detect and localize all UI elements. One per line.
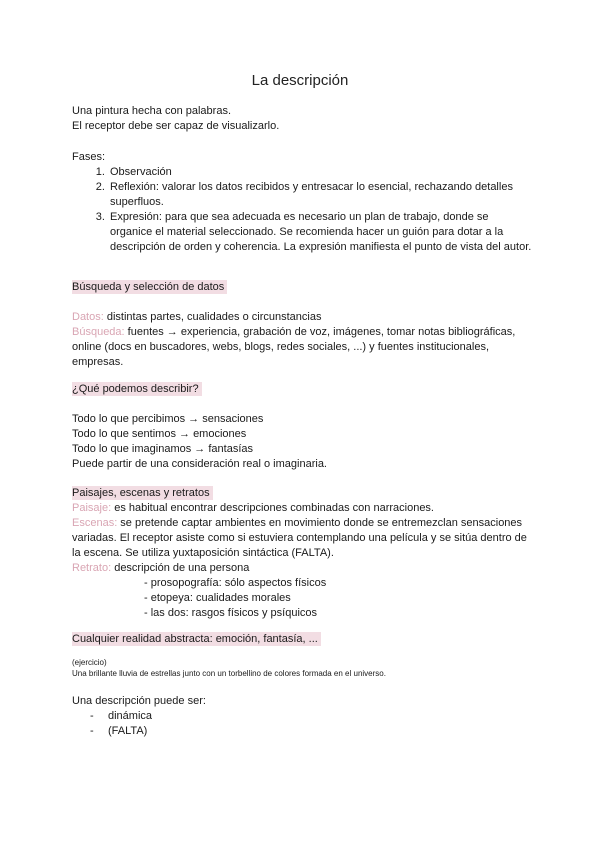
fase-item: 2. Reflexión: valorar los datos recibidos y entresacar lo esencial, rechazando detalles superfluos. <box>108 180 532 210</box>
que-line: Todo lo que imaginamos → fantasías <box>72 443 253 455</box>
retrato-label: Retrato: <box>72 562 112 574</box>
fases-list <box>72 165 532 255</box>
que-line: Puede partir de una consideración real o imaginaria. <box>72 458 327 470</box>
fase-item: 3. Expresión: para que sea adecuada es necesario un plan de trabajo, donde se organice el material seleccionado. Se recomienda hacer un guión para dotar a la descripción de orden y coherencia. La expresión manifiesta el punto de vista del autor. <box>108 210 532 255</box>
page-title: La descripción <box>251 72 349 89</box>
section-heading: Búsqueda y selección de datos <box>72 280 227 294</box>
que-section <box>72 382 532 472</box>
datos-label: Datos: <box>72 311 104 323</box>
section-heading: Cualquier realidad abstracta: emoción, fantasía, ... <box>72 632 321 646</box>
fases-label: Fases: <box>72 151 106 163</box>
abstracta-section <box>72 632 532 679</box>
list-item: - (FALTA) <box>72 724 532 739</box>
intro <box>72 104 532 134</box>
busqueda-section <box>72 280 532 370</box>
paisajes-section <box>72 486 532 621</box>
fase-item: 1. Observación <box>108 165 532 180</box>
ejemplo-label: (ejercicio) <box>72 658 107 667</box>
intro-line: El receptor debe ser capaz de visualizarlo. <box>72 120 280 132</box>
ejemplo-text: Una brillante lluvia de estrellas junto con un torbellino de colores formada en el universo. <box>72 669 386 678</box>
puede-ser-label: Una descripción puede ser: <box>72 695 206 707</box>
escenas-text: se pretende captar ambientes en movimiento donde se entremezclan sensaciones variadas. El receptor asiste como si estuviera contemplando una película y se sitúa dentro de la escena. Se utiliza yuxtaposición sintáctica (FALTA). <box>72 517 527 559</box>
intro-line: Una pintura hecha con palabras. <box>72 105 231 117</box>
que-line: Todo lo que sentimos → emociones <box>72 428 247 440</box>
puede-ser-list <box>72 709 532 739</box>
retrato-item: - las dos: rasgos físicos y psíquicos <box>144 607 318 619</box>
busqueda-text: fuentes → experiencia, grabación de voz, imágenes, tomar notas bibliográficas, online (docs en buscadores, webs, blogs, redes sociales, ...) y fuentes institucionales, empresas. <box>72 326 516 368</box>
section-heading: Paisajes, escenas y retratos <box>72 486 213 500</box>
fases-section <box>72 150 532 255</box>
que-line: Todo lo que percibimos → sensaciones <box>72 413 264 425</box>
datos-text: distintas partes, cualidades o circunstancias <box>103 311 322 323</box>
retrato-item: - prosopografía: sólo aspectos físicos <box>144 577 327 589</box>
paisaje-label: Paisaje: <box>72 502 112 514</box>
puede-ser-section <box>72 694 532 739</box>
list-item: - dinámica <box>72 709 532 724</box>
retrato-text: descripción de una persona <box>111 562 250 574</box>
busqueda-label: Búsqueda: <box>72 326 125 338</box>
retrato-item: - etopeya: cualidades morales <box>144 592 291 604</box>
paisaje-text: es habitual encontrar descripciones combinadas con narraciones. <box>111 502 434 514</box>
escenas-label: Escenas: <box>72 517 118 529</box>
section-heading: ¿Qué podemos describir? <box>72 382 202 396</box>
